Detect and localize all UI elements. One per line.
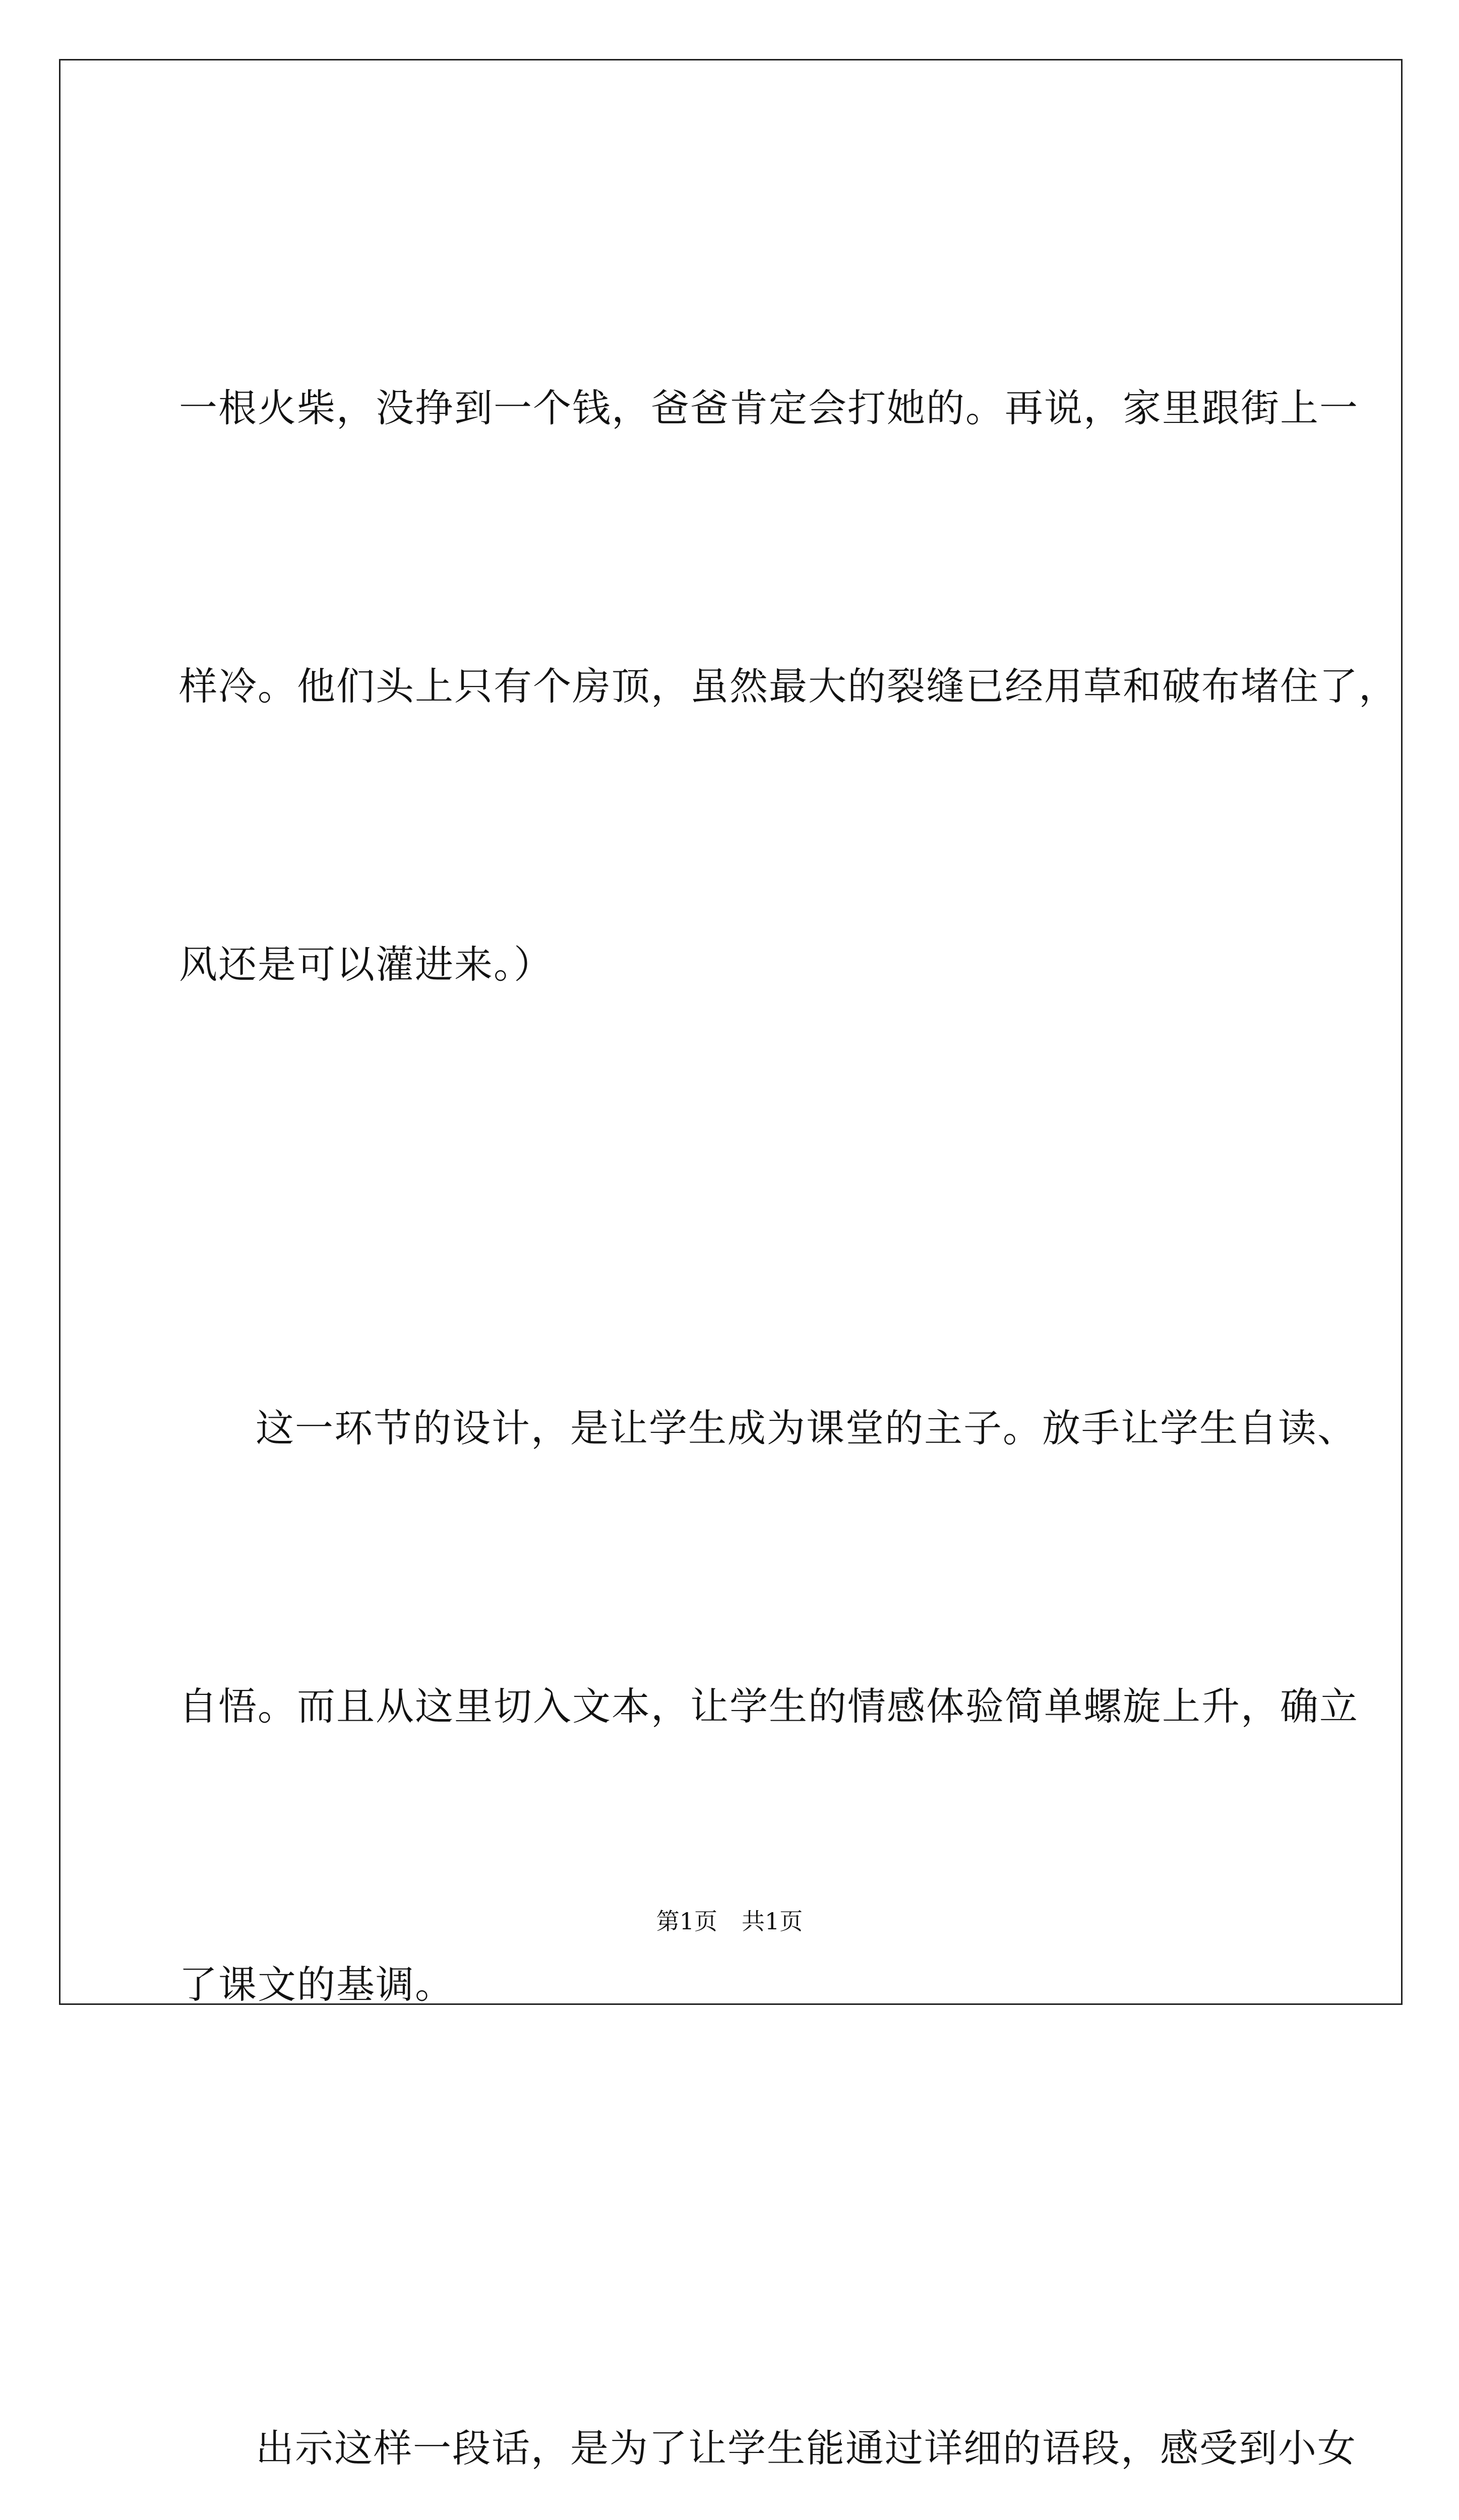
text-line: 这一环节的设计，是让学生成为课堂的主子。放手让学生自读、: [256, 1406, 1357, 1451]
text-line: 一根火柴，没挣到一个钱，爸爸肯定会打她的。再说，家里跟街上一: [179, 386, 1359, 430]
page-number: 第1页: [656, 1908, 717, 1935]
paragraph-1: [179, 176, 1398, 1196]
text-line: 样冷。他们头上只有个房顶，虽然最大的裂缝已经用草和破布堵住了，: [179, 664, 1398, 709]
page-footer: [0, 1906, 1459, 1936]
paragraph-2: [179, 1196, 1359, 2217]
document-body: [179, 176, 1398, 2520]
text-line: 了课文的基调。: [179, 1962, 454, 2007]
text-line: 出示这样一段话，是为了让学生能通过详细的语段，感受到小女: [256, 2426, 1357, 2471]
paragraph-3: [179, 2217, 1357, 2520]
text-line: 自悟。而且从这里切入文本，让学生的情感体验简单螺旋上升，确立: [179, 1684, 1359, 1729]
page-total: 共1页: [742, 1908, 803, 1935]
text-line: 风还是可以灌进来。）: [179, 942, 553, 987]
